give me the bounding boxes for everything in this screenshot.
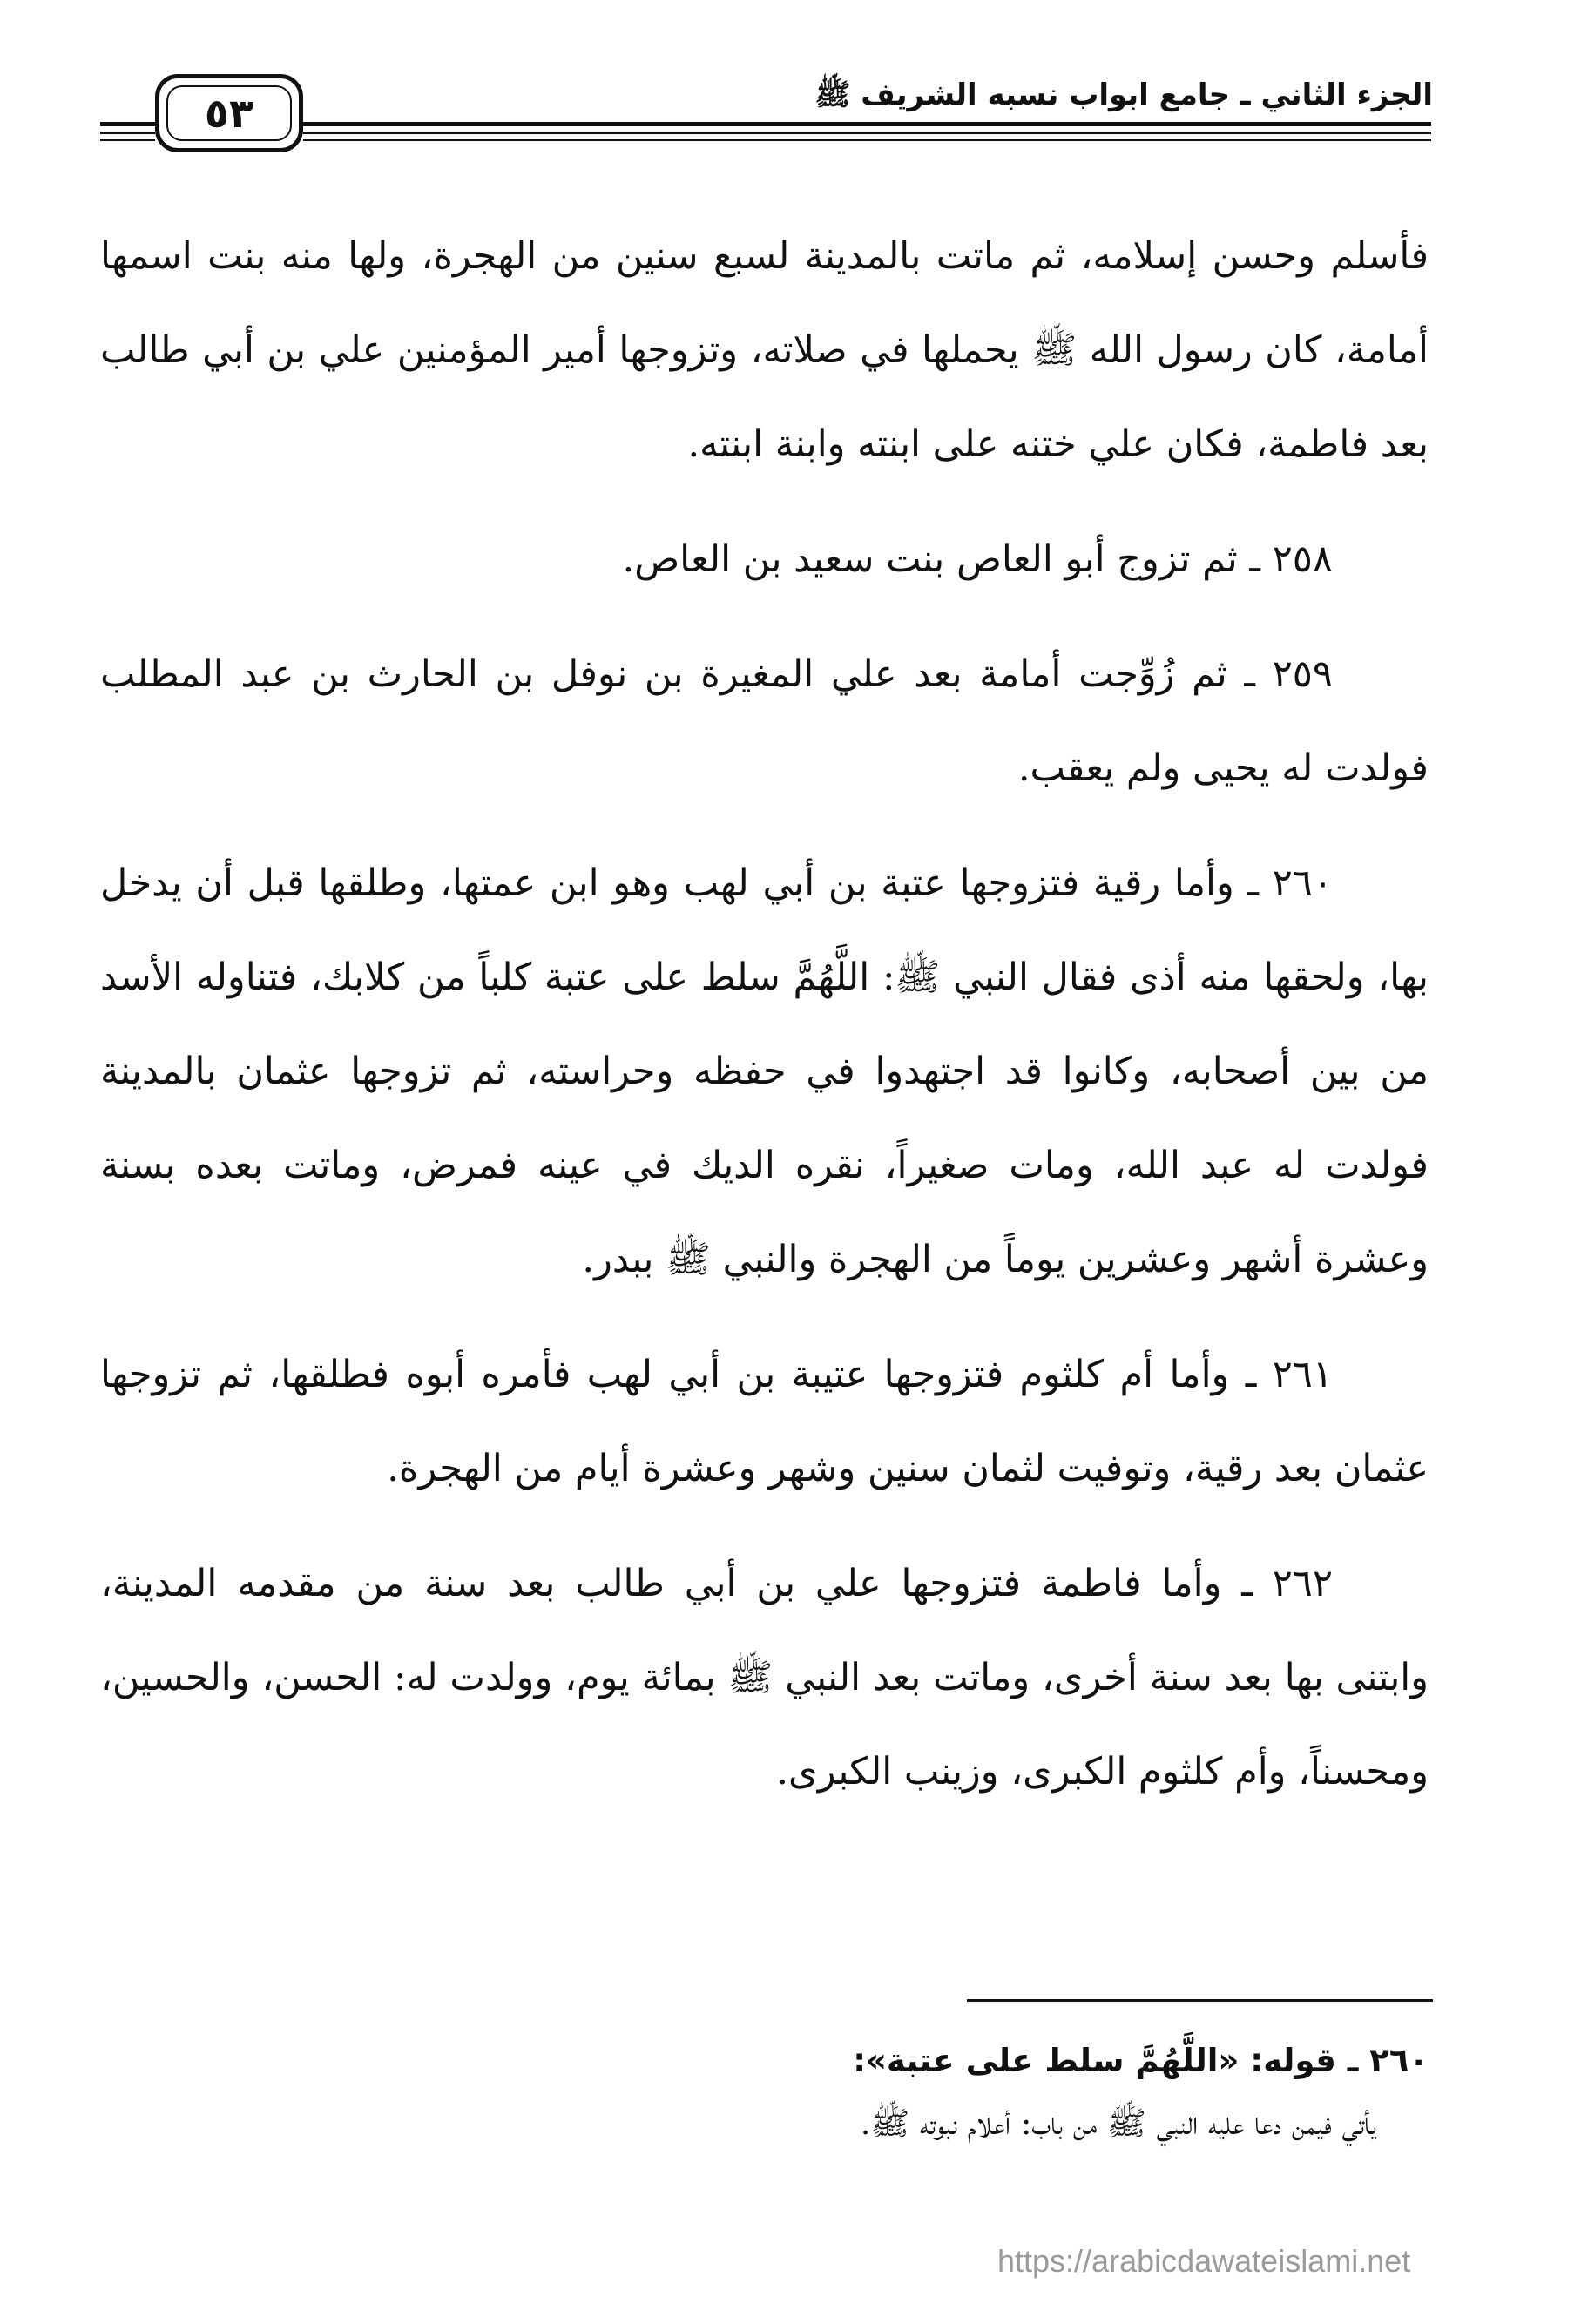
header-rule-thin <box>303 132 1431 134</box>
running-header-title: الجزء الثاني ـ جامع ابواب نسبه الشريف ﷺ <box>814 78 1433 112</box>
header-rule-thick <box>303 122 1431 126</box>
main-text <box>100 209 1429 1840</box>
paragraph-261: ٢٦١ ـ وأما أم كلثوم فتزوجها عتيبة بن أبي لهب فأمره أبوه فطلقها، ثم تزوجها عثمان بعد رقية، وتوفيت لثمان سنين وشهر وعشرة أيام من الهجرة. <box>100 1353 1429 1490</box>
paragraph-260: ٢٦٠ ـ وأما رقية فتزوجها عتبة بن أبي لهب وهو ابن عمتها، وطلقها قبل أن يدخل بها، ولحقها منه أذى فقال النبي ﷺ: اللَّهُمَّ سلط على عتبة كلباً من كلابك، فتناوله الأسد من بين أصحابه، وكانوا قد اجتهدوا في حفظه وحراسته، ثم تزوجها عثمان بالمدينة فولدت له عبد الله، ومات صغيراً، نقره الديك في عينه فمرض، وماتت بعده بسنة وعشرة أشهر وعشرين يوماً من الهجرة والنبي ﷺ ببدر. <box>100 861 1429 1281</box>
header-rule-thick <box>100 122 155 126</box>
header-rule-thin <box>100 132 155 134</box>
paragraph-262: ٢٦٢ ـ وأما فاطمة فتزوجها علي بن أبي طالب بعد سنة من مقدمه المدينة، وابتنى بها بعد سنة أخرى، وماتت بعد النبي ﷺ بمائة يوم، وولدت له: الحسن، والحسين، ومحسناً، وأم كلثوم الكبرى، وزينب الكبرى. <box>100 1562 1429 1794</box>
paragraph-258: ٢٥٨ ـ ثم تزوج أبو العاص بنت سعيد بن العاص. <box>622 537 1333 581</box>
page-number: ٥٣ <box>166 85 292 141</box>
watermark-url: https://arabicdawateislami.net <box>997 2243 1411 2279</box>
paragraph-259: ٢٥٩ ـ ثم زُوِّجت أمامة بعد علي المغيرة بن نوفل بن الحارث بن عبد المطلب فولدت له يحيى ولم يعقب. <box>100 652 1429 790</box>
footnote-heading: ٢٦٠ ـ قوله: «اللَّهُمَّ سلط على عتبة»: <box>853 2042 1429 2079</box>
page-number-frame <box>155 74 303 152</box>
footnote-separator <box>967 1999 1433 2002</box>
header-rule-thin <box>100 139 155 141</box>
header-rule-thin <box>303 139 1431 141</box>
footnote <box>122 2030 1429 2155</box>
footnote-text: يأتي فيمن دعا عليه النبي ﷺ من باب: أعلام نبوته ﷺ. <box>860 2104 1376 2142</box>
paragraph-continuation: فأسلم وحسن إسلامه، ثم ماتت بالمدينة لسبع سنين من الهجرة، ولها منه بنت اسمها أمامة، كان رسول الله ﷺ يحملها في صلاته، وتزوجها أمير المؤمنين علي بن أبي طالب بعد فاطمة، فكان علي ختنه على ابنته وابنة ابنته. <box>100 234 1429 466</box>
